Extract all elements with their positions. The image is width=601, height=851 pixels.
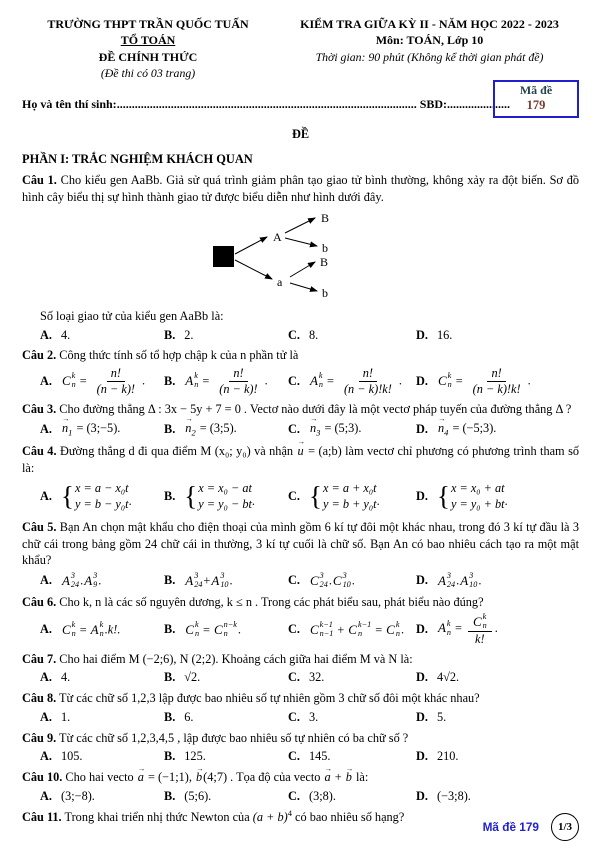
option-a: A. $n \to_1$ = (3;−5). xyxy=(40,420,164,439)
question-5 xyxy=(22,519,579,590)
option-a: A. (3;−8). xyxy=(40,788,95,803)
option-c: C. 8. xyxy=(288,327,319,342)
equation-system: { x = a − x₀t y = b − y₀t xyxy=(61,478,129,515)
combination-symbol: A k n xyxy=(309,371,324,390)
option-d: D. { x = x₀ + at y = y₀ + bt . xyxy=(416,478,579,515)
question-text: Cho đường thẳng Δ : 3x − 5y + 7 = 0 . Vectơ nào dưới đây là một vectơ pháp tuyến của đường thẳng Δ ? xyxy=(59,402,572,417)
question-10: Câu 10. Cho hai vecto a → = (−1;1), b →(4;7) . Tọa độ của vecto a → + b → là: A. (3;−8). B. (5;6). C. (3;8). D. (−3;8). xyxy=(22,769,579,804)
question-subtext: Số loại giao tử của kiểu gen AaBb là: xyxy=(40,309,224,324)
vector-symbol: $n \to_4$ xyxy=(438,420,448,439)
combination-symbol: C k n xyxy=(61,620,76,639)
option-d: D. 210. xyxy=(416,749,459,764)
question-8 xyxy=(22,690,579,725)
root-square xyxy=(213,246,234,267)
combination-symbol: A 3 24 xyxy=(185,571,203,590)
combination-symbol: A k n xyxy=(437,618,452,638)
combination-symbol: C 3 24 xyxy=(309,571,328,590)
vector-symbol: $n \to_1$ xyxy=(62,420,72,439)
exam-title: KIỂM TRA GIỮA KỲ II - NĂM HỌC 2022 - 2023 xyxy=(300,17,559,31)
question-label: Câu 9. xyxy=(22,730,57,745)
vector-symbol: b → xyxy=(196,769,202,786)
option-c: C. $n \to_3$ = (5;3). xyxy=(288,420,416,439)
combination-symbol: C k n xyxy=(185,620,200,639)
question-label: Câu 11. xyxy=(22,810,62,825)
binomial-expression: (a + b) xyxy=(252,810,288,825)
combination-symbol: A 3 24 xyxy=(437,571,456,590)
fraction: C k n k! xyxy=(468,612,492,646)
option-b: B. √2. xyxy=(164,670,201,685)
node-label-A: A xyxy=(272,230,282,245)
options-row xyxy=(22,420,579,439)
option-b: B. 125. xyxy=(164,749,206,764)
question-7 xyxy=(22,651,579,686)
arrow-icon xyxy=(285,218,315,233)
option-d: D. C k n = $\frac{n!}{(n - k)!k!}$ . xyxy=(416,366,531,397)
question-text: Cho kiểu gen AaBb. Giả sử quá trình giảm phân tạo giao tử bình thường, không xảy ra đột biến. Sơ đồ hình cây biểu thị sự hình thành giao tử được biểu diễn như hình dưới đây. xyxy=(22,172,579,204)
subject-line: Môn: TOÁN, Lớp 10 xyxy=(375,33,484,48)
page-footer xyxy=(483,813,579,841)
question-11: Câu 11. Trong khai triển nhị thức Newton của $(a + b)^4$ có bao nhiêu số hạng? xyxy=(22,808,405,825)
combination-symbol: A 3 24 xyxy=(61,571,80,590)
name-label: Họ và tên thí sinh: xyxy=(22,96,117,111)
fraction: $\frac{n!}{(n - k)!}$ xyxy=(219,366,258,397)
sbd-label: SBD: xyxy=(416,96,448,111)
node-label-a: a xyxy=(276,275,282,290)
exponent: 4 xyxy=(287,808,292,819)
brace-icon xyxy=(309,478,322,515)
combination-symbol: C k n xyxy=(437,371,452,390)
option-d: D. 16. xyxy=(416,327,453,342)
combination-symbol: A k n xyxy=(90,620,104,639)
combination-symbol: A 3 9 xyxy=(84,571,98,590)
option-c: C. A k n = $\frac{n!}{(n - k)!k!}$ . xyxy=(288,366,402,397)
option-a: A. 4. xyxy=(40,327,71,342)
arrow-icon xyxy=(290,283,317,291)
arrow-icon xyxy=(285,238,317,246)
exam-code-label: Mã đề xyxy=(519,83,553,97)
option-d: D. (−3;8). xyxy=(416,788,471,803)
option-a: A. { x = a − x₀t y = b − y₀t . xyxy=(40,478,164,515)
question-label: Câu 10. xyxy=(22,769,63,784)
question-text: Từ các chữ số 1,2,3,4,5 , lập được bao nhiêu số tự nhiên có ba chữ số ? xyxy=(59,730,409,745)
vector-symbol: a → xyxy=(138,769,144,786)
question-label: Câu 4. xyxy=(22,443,57,458)
combination-symbol: A 3 10 xyxy=(211,571,229,590)
option-c: C. C k−1 n−1 + C k−1 n = C k n . xyxy=(288,620,405,639)
question-label: Câu 3. xyxy=(22,402,57,417)
option-d: D. $n \to_4$ = (−5;3). xyxy=(416,420,579,439)
option-c: C. 145. xyxy=(288,749,331,764)
tree-diagram-svg xyxy=(211,209,391,301)
brace-icon xyxy=(61,478,74,515)
brace-icon xyxy=(184,478,197,515)
option-a: A. 1. xyxy=(40,709,71,724)
vector-symbol: $n \to_3$ xyxy=(310,420,320,439)
question-9 xyxy=(22,730,579,765)
question-label: Câu 1. xyxy=(22,172,57,187)
exam-code-value: 179 xyxy=(526,98,546,112)
question-text: Công thức tính số tổ hợp chập k của n phần tử là xyxy=(59,348,299,363)
vector-symbol: u → xyxy=(298,443,304,460)
question-label: Câu 8. xyxy=(22,691,57,706)
vector-symbol: $n \to_2$ xyxy=(185,420,195,439)
combination-symbol: C k n xyxy=(386,620,400,639)
question-2 xyxy=(22,347,579,397)
options-row xyxy=(22,748,579,765)
option-d: D. A 3 24 . A 3 10 . xyxy=(416,571,482,590)
question-label: Câu 5. xyxy=(22,520,57,535)
question-3 xyxy=(22,401,579,439)
options-row xyxy=(22,478,579,515)
option-c: C. 32. xyxy=(288,670,325,685)
question-1 xyxy=(22,172,579,344)
question-6 xyxy=(22,594,579,647)
sbd-dots: ..................... xyxy=(447,96,511,111)
department-name: TỔ TOÁN xyxy=(120,33,176,48)
options-row xyxy=(22,327,579,344)
option-a: A. C k n = $\frac{n!}{(n - k)!}$ . xyxy=(40,366,146,397)
options-row xyxy=(22,612,579,646)
options-row xyxy=(22,788,579,805)
gamete-tree-diagram xyxy=(22,209,579,306)
combination-symbol: C n−k n xyxy=(213,620,237,639)
header-right xyxy=(280,16,579,81)
combination-symbol: A 3 10 xyxy=(460,571,478,590)
option-b: B. 2. xyxy=(164,327,194,342)
node-label-B: B xyxy=(320,211,329,226)
question-text: Cho hai điểm M (−2;6), N (2;2). Khoảng cách giữa hai điểm M và N là: xyxy=(59,651,413,666)
duration-line: Thời gian: 90 phút (Không kể thời gian phát đề) xyxy=(315,49,544,64)
options-row xyxy=(22,366,579,397)
page-header xyxy=(22,16,579,81)
node-label-b: b xyxy=(321,241,328,256)
header-left xyxy=(22,16,274,81)
option-b: B. A 3 24 + A 3 10 . xyxy=(164,571,233,590)
question-label: Câu 6. xyxy=(22,594,57,609)
option-b: B. { x = x₀ − at y = y₀ − bt . xyxy=(164,478,288,515)
footer-exam-code: Mã đề 179 xyxy=(482,819,539,834)
question-text-part1: Đường thẳng d đi qua điểm M (x₀; y₀) và nhận xyxy=(60,443,297,458)
options-row xyxy=(22,669,579,686)
equation-system: { x = a + x₀t y = b + y₀t xyxy=(309,478,377,515)
pages-note: (Đề thi có 03 trang) xyxy=(100,65,196,80)
equation-system: { x = x₀ + at y = y₀ + bt xyxy=(437,478,505,515)
option-d: D. 4√2. xyxy=(416,670,460,685)
option-a: A. A 3 24 . A 3 9 . xyxy=(40,571,102,590)
option-b: B. $n \to_2$ = (3;5). xyxy=(164,420,288,439)
question-4 xyxy=(22,443,579,515)
arrow-icon xyxy=(290,262,315,277)
option-b: B. (5;6). xyxy=(164,788,212,803)
option-b: B. 6. xyxy=(164,709,194,724)
option-d: D. A k n = C k n k! . xyxy=(416,612,498,646)
option-b: B. C k n = C n−k n . xyxy=(164,620,241,639)
brace-icon xyxy=(437,478,450,515)
options-row xyxy=(22,709,579,726)
question-text: Từ các chữ số 1,2,3 lập được bao nhiêu số tự nhiên gồm 3 chữ số đôi một khác nhau? xyxy=(59,691,480,706)
fraction: $\frac{n!}{(n - k)!k!}$ xyxy=(343,366,392,397)
option-d: D. 5. xyxy=(416,709,447,724)
question-text-part2: = (a;b) làm vectơ chỉ phương có phương trình tham số là: xyxy=(22,443,580,475)
option-c: C. C 3 24 . C 3 10 . xyxy=(288,571,355,590)
option-a: A. C k n = A k n .k!. xyxy=(40,620,121,639)
combination-symbol: C k−1 n xyxy=(348,620,372,639)
combination-symbol: C k n xyxy=(472,612,487,631)
fraction: $\frac{n!}{(n - k)!}$ xyxy=(96,366,136,397)
exam-code-box xyxy=(493,80,579,118)
combination-symbol: C k−1 n−1 xyxy=(309,620,334,639)
arrow-icon xyxy=(235,237,267,254)
school-name: TRƯỜNG THPT TRẦN QUỐC TUẤN xyxy=(47,17,249,31)
vector-symbol: a → xyxy=(324,769,330,786)
combination-symbol: C k n xyxy=(61,371,76,390)
equation-system: { x = x₀ − at y = y₀ − bt xyxy=(184,478,252,515)
page-number-badge: 1/3 xyxy=(551,813,579,841)
options-row xyxy=(22,571,579,589)
question-label: Câu 2. xyxy=(22,348,57,363)
de-heading: ĐỀ xyxy=(291,127,310,142)
part1-heading: PHẦN I: TRẮC NGHIỆM KHÁCH QUAN xyxy=(22,152,253,166)
combination-symbol: A k n xyxy=(185,371,199,390)
exam-type: ĐỀ CHÍNH THỨC xyxy=(98,49,198,64)
arrow-icon xyxy=(235,260,272,279)
question-label: Câu 7. xyxy=(22,651,57,666)
option-c: C. { x = a + x₀t y = b + y₀t . xyxy=(288,478,416,515)
option-a: A. 4. xyxy=(40,670,71,685)
option-a: A. 105. xyxy=(40,749,83,764)
option-b: B. A k n = $\frac{n!}{(n - k)!}$ . xyxy=(164,366,268,397)
node-label-b2: b xyxy=(321,286,328,301)
name-dots: .................................................................................................... xyxy=(116,96,417,111)
combination-symbol: C 3 10 xyxy=(332,571,351,590)
fraction: $\frac{n!}{(n - k)!k!}$ xyxy=(472,366,521,397)
node-label-B2: B xyxy=(319,255,328,270)
vector-symbol: b → xyxy=(346,769,352,786)
option-c: C. (3;8). xyxy=(288,788,336,803)
option-c: C. 3. xyxy=(288,709,319,724)
question-text: Cho k, n là các số nguyên dương, k ≤ n . Trong các phát biểu sau, phát biểu nào đúng? xyxy=(59,594,484,609)
question-text: Bạn An chọn mật khẩu cho điện thoại của mình gồm 6 kí tự đôi một khác nhau, trong đó 3 kí tự đầu là 3 chữ cái trong bảng gồm 24 chữ cái in thường, 3 kí tự cuối là chữ số. Bạn An có bao nhiêu cách tạo ra một mật khẩu? xyxy=(22,520,579,568)
